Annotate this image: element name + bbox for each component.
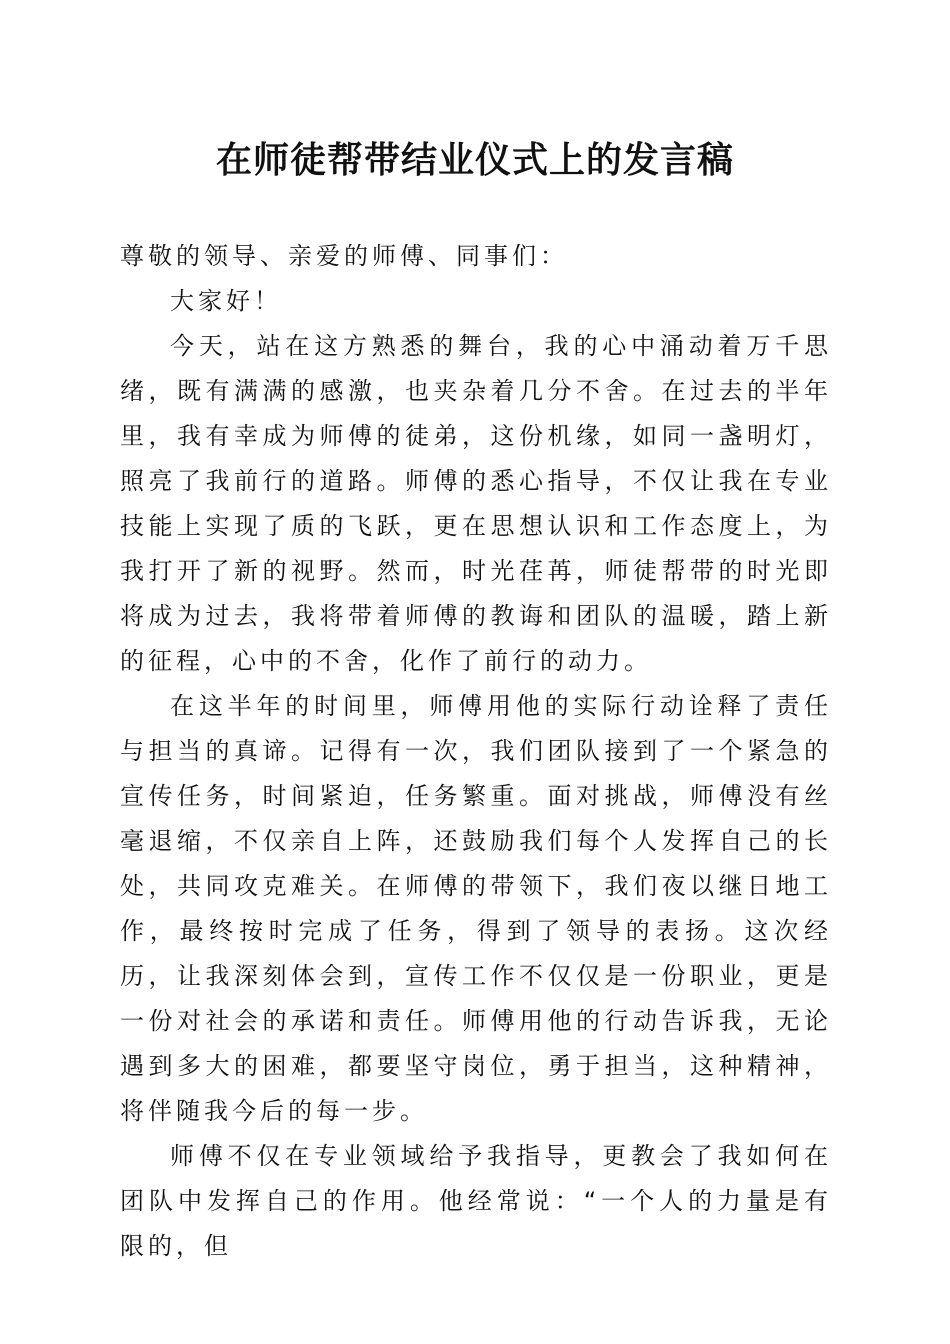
paragraph: 在这半年的时间里，师傅用他的实际行动诠释了责任与担当的真谛。记得有一次，我们团队接到了一个紧急的宣传任务，时间紧迫，任务繁重。面对挑战，师傅没有丝毫退缩，不仅亲自上阵，还鼓励我们每个人发挥自己的长处，共同攻克难关。在师傅的带领下，我们夜以继日地工作，最终按时完成了任务，得到了领导的表扬。这次经历，让我深刻体会到，宣传工作不仅仅是一份职业，更是一份对社会的承诺和责任。师傅用他的行动告诉我，无论遇到多大的困难，都要坚守岗位，勇于担当，这种精神，将伴随我今后的每一步。	[120, 692, 832, 1125]
paragraph-greeting: 大家好！	[170, 287, 282, 315]
document-title: 在师徒帮带结业仪式上的发言稿	[215, 139, 734, 181]
document-body	[120, 234, 832, 1269]
paragraph: 今天，站在这方熟悉的舞台，我的心中涌动着万千思绪，既有满满的感激，也夹杂着几分不舍。在过去的半年里，我有幸成为师傅的徒弟，这份机缘，如同一盏明灯，照亮了我前行的道路。师傅的悉心指导，不仅让我在专业技能上实现了质的飞跃，更在思想认识和工作态度上，为我打开了新的视野。然而，时光荏苒，师徒帮带的时光即将成为过去，我将带着师傅的教诲和团队的温暖，踏上新的征程，心中的不舍，化作了前行的动力。	[120, 332, 832, 675]
salutation: 尊敬的领导、亲爱的师傅、同事们：	[120, 242, 568, 270]
paragraph: 师傅不仅在专业领域给予我指导，更教会了我如何在团队中发挥自己的作用。他经常说：“一个人的力量是有限的，但	[120, 1142, 832, 1260]
